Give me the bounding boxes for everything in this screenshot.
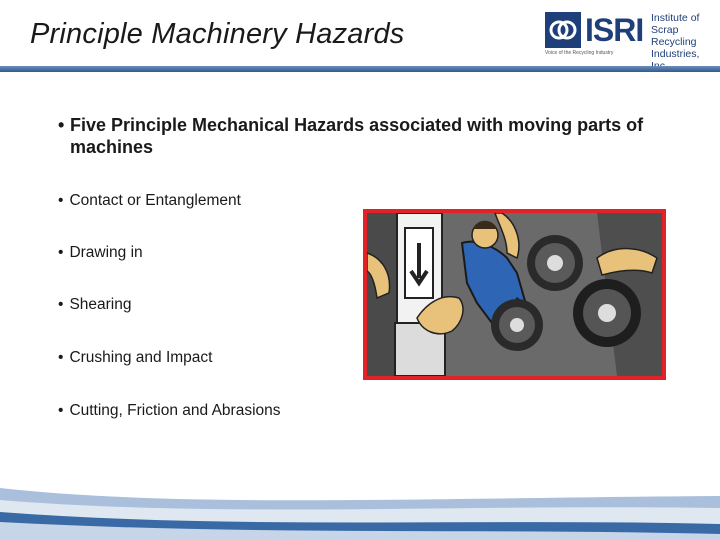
machinery-hazard-cartoon: [367, 213, 662, 376]
logo-org-line: Institute of: [651, 12, 700, 24]
logo-org-line: Industries,: [651, 48, 700, 60]
hazard-item: [58, 192, 241, 210]
hazard-item: [58, 296, 131, 314]
hazard-item: [58, 244, 143, 262]
bullet-dot: •: [58, 402, 64, 419]
bullet-dot: •: [58, 296, 64, 313]
main-bullet-text: Five Principle Mechanical Hazards associated with moving parts of machines: [70, 115, 644, 157]
hazard-label: Drawing in: [69, 244, 143, 261]
footer-wave-decoration: [0, 478, 720, 540]
logo-acronym: ISRI: [585, 12, 644, 48]
logo-org-name: [651, 12, 713, 72]
hazard-label: Contact or Entanglement: [69, 192, 241, 209]
isri-interlocking-rings-icon: [545, 12, 581, 48]
hazard-item: [58, 402, 281, 420]
hazard-label: Cutting, Friction and Abrasions: [69, 402, 281, 419]
hazard-item: [58, 349, 212, 367]
bullet-dot: •: [58, 244, 64, 261]
hazard-label: Crushing and Impact: [69, 349, 213, 366]
bullet-dot: •: [58, 115, 65, 135]
slide-title: Principle Machinery Hazards: [30, 18, 405, 50]
bullet-dot: •: [58, 349, 64, 366]
logo-tagline: Voice of the Recycling Industry: [545, 50, 614, 56]
machinery-hazard-illustration: [363, 209, 666, 380]
bullet-dot: •: [58, 192, 64, 209]
logo-org-line: Scrap Recycling: [651, 24, 697, 48]
header-rule: [0, 66, 720, 72]
hazard-label: Shearing: [69, 296, 132, 313]
main-bullet: [58, 114, 668, 158]
isri-logo: [545, 10, 710, 58]
